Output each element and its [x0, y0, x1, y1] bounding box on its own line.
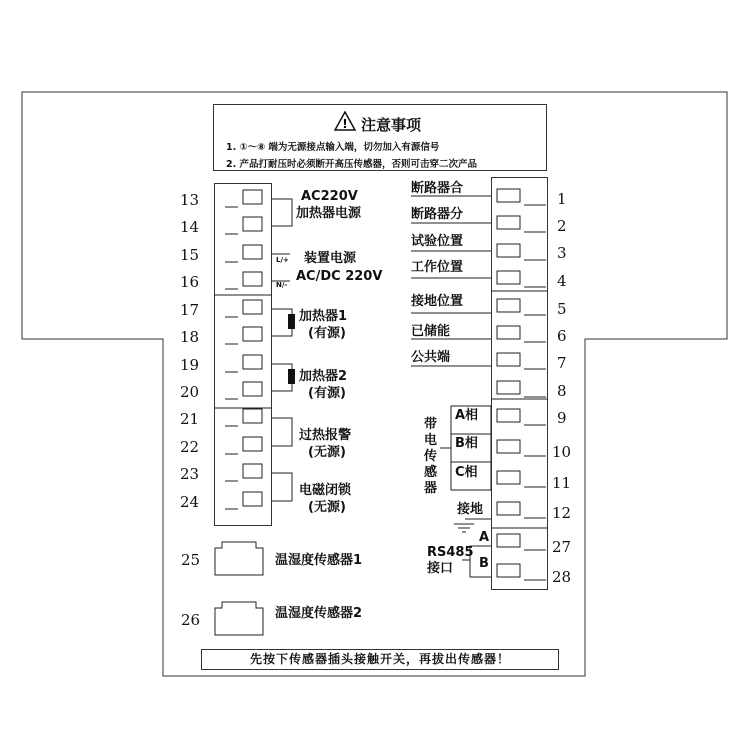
label-heater-power: 加热器电源 [296, 206, 362, 221]
label-stored-energy: 已储能 [411, 324, 451, 339]
label-heater-1: 加热器1 [299, 309, 348, 324]
terminal-22: 22 [180, 438, 200, 456]
terminal-21: 21 [180, 410, 200, 428]
sensor-25-label: 温湿度传感器1 [275, 553, 363, 568]
terminal-27: 27 [552, 538, 572, 556]
label-ground: 接地 [457, 502, 484, 517]
bottom-warning-note: 先按下传感器插头接触开关，再拔出传感器！ [201, 649, 559, 670]
terminal-16: 16 [180, 273, 200, 291]
terminal-15: 15 [180, 246, 200, 264]
label-phase-a: A相 [455, 408, 479, 423]
label-port: 接口 [427, 561, 454, 576]
terminal-11: 11 [552, 474, 572, 492]
sensor-connector-26 [213, 601, 265, 637]
label-electromagnetic-lock: 电磁闭锁 [299, 483, 352, 498]
terminal-1: 1 [557, 190, 567, 208]
label-overheat-note: (无源) [308, 445, 346, 460]
label-common: 公共端 [411, 350, 451, 365]
sensor-25-number: 25 [181, 551, 201, 569]
terminal-18: 18 [180, 328, 200, 346]
label-rs485-b: B [479, 556, 489, 571]
terminal-9: 9 [557, 409, 567, 427]
terminal-5: 5 [557, 300, 567, 318]
label-breaker-open: 断路器分 [411, 207, 464, 222]
terminal-7: 7 [557, 354, 567, 372]
label-phase-c: C相 [455, 465, 478, 480]
label-l-plus: L/+ [276, 256, 289, 264]
terminal-14: 14 [180, 218, 200, 236]
terminal-19: 19 [180, 356, 200, 374]
terminal-23: 23 [180, 465, 200, 483]
label-phase-b: B相 [455, 436, 478, 451]
terminal-28: 28 [552, 568, 572, 586]
label-rs485: RS485 [427, 545, 474, 560]
label-test-position: 试验位置 [411, 234, 464, 249]
notice-line-2: 2. 产品打耐压时必须断开高压传感器，否则可击穿二次产品 [226, 159, 478, 170]
sensor-26-number: 26 [181, 611, 201, 629]
label-heater-2: 加热器2 [299, 369, 348, 384]
terminal-13: 13 [180, 191, 200, 209]
sensor-connector-25 [213, 541, 265, 577]
terminal-6: 6 [557, 327, 567, 345]
terminal-12: 12 [552, 504, 572, 522]
label-ac220v: AC220V [301, 189, 358, 204]
svg-text:!: ! [342, 117, 348, 131]
label-work-position: 工作位置 [411, 260, 464, 275]
notice-box [213, 104, 547, 171]
terminal-8: 8 [557, 382, 567, 400]
label-breaker-close: 断路器合 [411, 181, 464, 196]
label-n-minus: N/- [276, 281, 288, 289]
right-terminal-strip [491, 177, 548, 590]
terminal-20: 20 [180, 383, 200, 401]
left-terminal-strip [214, 183, 272, 526]
terminal-24: 24 [180, 493, 200, 511]
terminal-10: 10 [552, 443, 572, 461]
label-live-sensor: 带电传感器 [424, 417, 438, 496]
label-lock-note: (无源) [308, 500, 346, 515]
label-overheat-alarm: 过热报警 [299, 428, 352, 443]
label-heater-2-note: (有源) [308, 386, 346, 401]
label-ground-position: 接地位置 [411, 294, 464, 309]
label-acdc-220v: AC/DC 220V [296, 269, 383, 284]
terminal-4: 4 [557, 272, 567, 290]
sensor-26-label: 温湿度传感器2 [275, 606, 363, 621]
label-heater-1-note: (有源) [308, 326, 346, 341]
label-device-power: 装置电源 [304, 251, 357, 266]
terminal-17: 17 [180, 301, 200, 319]
terminal-3: 3 [557, 244, 567, 262]
notice-title: 注意事项 [360, 116, 421, 134]
label-rs485-a: A [479, 530, 490, 545]
notice-line-1: 1. ①～⑧ 端为无源接点输入端，切勿加入有源信号 [226, 142, 440, 153]
terminal-2: 2 [557, 217, 567, 235]
